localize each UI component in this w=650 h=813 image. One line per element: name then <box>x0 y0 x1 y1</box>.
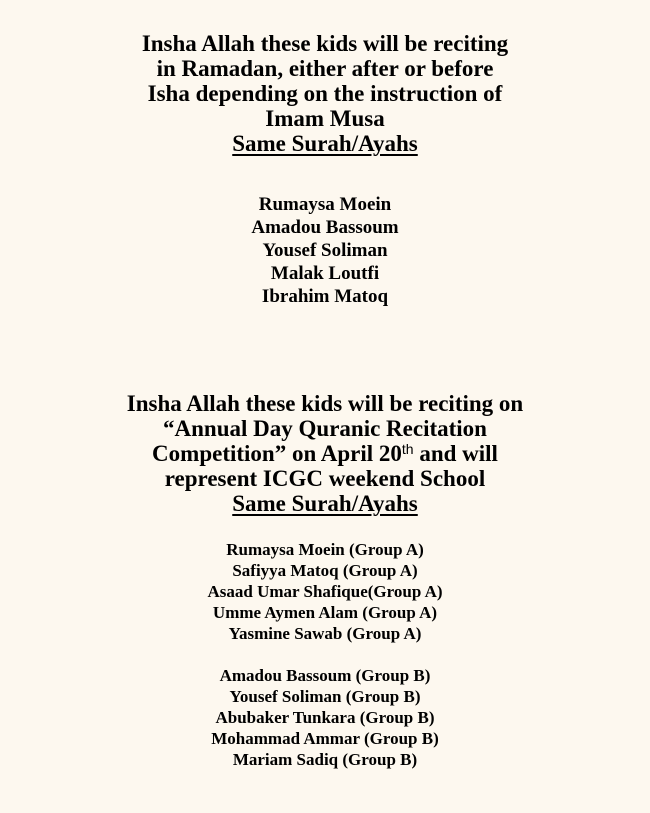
section2-heading <box>0 391 650 516</box>
list-item: Yasmine Sawab (Group A) <box>228 624 422 643</box>
section2-heading-line: Insha Allah these kids will be reciting on <box>126 391 524 416</box>
group-b-list <box>0 665 650 770</box>
section1-heading <box>0 31 650 156</box>
section1-heading-line: Insha Allah these kids will be reciting <box>141 31 509 56</box>
list-item: Rumaysa Moein <box>258 194 392 215</box>
section1-name-list <box>0 193 650 308</box>
section1-heading-line: Imam Musa <box>265 106 385 131</box>
section1-heading-line: Isha depending on the instruction of <box>147 81 503 106</box>
list-item: Safiyya Matoq (Group A) <box>232 561 418 580</box>
list-item: Mariam Sadiq (Group B) <box>232 750 418 769</box>
section2-heading-text: Competition” on April 20 <box>152 441 402 466</box>
section2-heading-line: represent ICGC weekend School <box>164 466 486 491</box>
list-item: Umme Aymen Alam (Group A) <box>212 603 438 622</box>
list-item: Malak Loutfi <box>270 263 380 284</box>
list-item: Amadou Bassoum <box>251 217 399 238</box>
group-a-list <box>0 539 650 644</box>
section1-heading-line: in Ramadan, either after or before <box>156 56 494 81</box>
list-item: Yousef Soliman <box>262 240 388 261</box>
list-item: Asaad Umar Shafique(Group A) <box>207 582 443 601</box>
section2-heading-line <box>0 441 650 466</box>
list-item: Yousef Soliman (Group B) <box>229 687 421 706</box>
list-item: Mohammad Ammar (Group B) <box>211 729 439 748</box>
list-item: Amadou Bassoum (Group B) <box>219 666 431 685</box>
section2-heading-text: and will <box>413 441 498 466</box>
list-item: Abubaker Tunkara (Group B) <box>215 708 435 727</box>
section2-subheading: Same Surah/Ayahs <box>232 491 418 516</box>
list-item: Rumaysa Moein (Group A) <box>226 540 424 559</box>
section1-subheading: Same Surah/Ayahs <box>232 131 418 156</box>
section2-heading-line: “Annual Day Quranic Recitation <box>163 416 487 441</box>
list-item: Ibrahim Matoq <box>261 286 389 307</box>
ordinal-suffix: th <box>401 441 414 457</box>
